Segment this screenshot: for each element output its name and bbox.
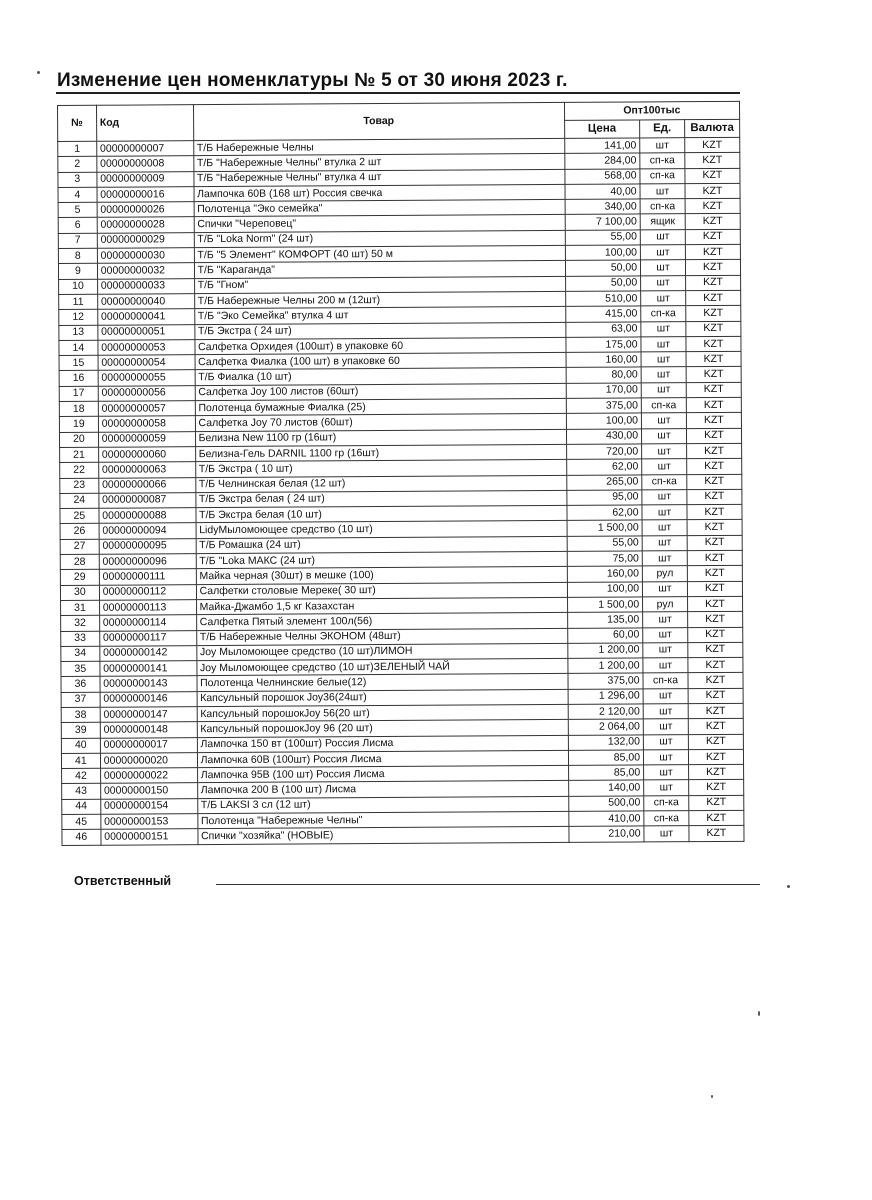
row-product-name: Полотенца "Набережные Челны" [197, 811, 568, 829]
row-number: 1 [58, 141, 97, 157]
row-code: 00000000020 [100, 753, 197, 769]
row-price: 720,00 [566, 444, 642, 460]
row-currency: KZT [688, 642, 743, 658]
row-price: 100,00 [565, 245, 641, 261]
row-price: 55,00 [567, 536, 643, 552]
row-number: 41 [61, 753, 100, 769]
row-price: 1 500,00 [567, 520, 643, 536]
row-product-name: Лампочка 150 вт (100шт) Россия Лисма [197, 735, 568, 753]
row-code: 00000000040 [97, 294, 194, 310]
row-code: 00000000054 [98, 355, 195, 371]
row-code: 00000000151 [101, 829, 198, 845]
row-number: 26 [60, 524, 99, 540]
row-currency: KZT [686, 413, 741, 429]
row-currency: KZT [685, 260, 740, 276]
row-unit: шт [640, 184, 685, 200]
row-product-name: Лампочка 60В (100шт) Россия Лисма [197, 750, 568, 768]
row-product-name: Салфетка Joy 100 листов (60шт) [195, 383, 566, 401]
row-unit: шт [642, 535, 687, 551]
row-product-name: Т/Б "Набережные Челны" втулка 4 шт [193, 169, 564, 187]
row-unit: шт [644, 826, 689, 842]
row-unit: шт [643, 581, 688, 597]
scan-speck [787, 885, 790, 888]
signature-line [216, 884, 760, 885]
row-currency: KZT [688, 627, 743, 643]
row-currency: KZT [688, 719, 743, 735]
row-unit: шт [643, 688, 688, 704]
row-unit: сп-ка [640, 153, 685, 169]
row-product-name: Капсульный порошок Joy36(24шт) [197, 689, 568, 707]
row-product-name: Т/Б Экстра белая ( 24 шт) [195, 490, 566, 508]
row-code: 00000000041 [97, 309, 194, 325]
row-price: 568,00 [565, 169, 641, 185]
row-currency: KZT [686, 321, 741, 337]
row-code: 00000000117 [99, 630, 196, 646]
row-price: 100,00 [567, 582, 643, 598]
row-currency: KZT [687, 459, 742, 475]
row-product-name: Полотенца "Эко семейка" [194, 200, 565, 218]
row-product-name: Joy Мыломоющее средство (10 шт)ЗЕЛЕНЫЙ ЧАЙ [196, 658, 567, 676]
row-unit: шт [642, 444, 687, 460]
row-number: 29 [60, 570, 99, 586]
row-product-name: Т/Б Экстра ( 24 шт) [194, 322, 565, 340]
row-currency: KZT [689, 780, 744, 796]
row-number: 19 [59, 417, 98, 433]
row-price: 1 296,00 [568, 689, 644, 705]
table-row [62, 826, 744, 845]
row-product-name: Салфетка Пятый элемент 100л(56) [196, 613, 567, 631]
row-currency: KZT [685, 199, 740, 215]
row-number: 24 [60, 493, 99, 509]
row-unit: шт [644, 780, 689, 796]
row-currency: KZT [688, 657, 743, 673]
row-currency: KZT [688, 734, 743, 750]
row-unit: шт [642, 551, 687, 567]
row-number: 9 [58, 264, 97, 280]
row-currency: KZT [686, 290, 741, 306]
row-currency: KZT [687, 520, 742, 536]
row-price: 100,00 [566, 413, 642, 429]
row-number: 44 [62, 799, 101, 815]
header-code: Код [96, 105, 193, 142]
row-unit: шт [641, 382, 686, 398]
row-number: 37 [61, 692, 100, 708]
row-code: 00000000057 [98, 401, 195, 417]
row-unit: шт [642, 459, 687, 475]
row-code: 00000000058 [98, 416, 195, 432]
row-price: 2 064,00 [568, 719, 644, 735]
row-unit: шт [641, 413, 686, 429]
row-code: 00000000032 [97, 263, 194, 279]
row-product-name: Салфетки столовые Мереке( 30 шт) [196, 582, 567, 600]
row-code: 00000000096 [99, 554, 196, 570]
row-product-name: Т/Б Ромашка (24 шт) [196, 536, 567, 554]
row-unit: шт [642, 489, 687, 505]
row-number: 32 [61, 615, 100, 631]
row-product-name: Спички "Череповец" [194, 215, 565, 233]
row-product-name: Т/Б "Караганда" [194, 261, 565, 279]
row-code: 00000000056 [98, 385, 195, 401]
row-number: 25 [60, 508, 99, 524]
row-code: 00000000053 [98, 340, 195, 356]
row-code: 00000000026 [97, 202, 194, 218]
row-product-name: Т/Б Экстра белая (10 шт) [196, 506, 567, 524]
row-price: 1 200,00 [568, 658, 644, 674]
row-currency: KZT [688, 749, 743, 765]
row-unit: шт [643, 642, 688, 658]
row-currency: KZT [688, 703, 743, 719]
row-product-name: Полотенца Челнинские белые(12) [197, 674, 568, 692]
row-unit: сп-ка [644, 795, 689, 811]
row-code: 00000000051 [98, 324, 195, 340]
row-currency: KZT [685, 229, 740, 245]
row-unit: шт [641, 321, 686, 337]
row-number: 42 [62, 768, 101, 784]
row-product-name: Т/Б Челнинская белая (12 шт) [195, 475, 566, 493]
row-unit: шт [641, 291, 686, 307]
row-number: 15 [59, 355, 98, 371]
row-price: 135,00 [567, 612, 643, 628]
row-price: 85,00 [568, 750, 644, 766]
row-code: 00000000141 [100, 661, 197, 677]
row-unit: шт [643, 704, 688, 720]
row-number: 5 [58, 202, 97, 218]
row-code: 00000000114 [99, 615, 196, 631]
row-number: 36 [61, 677, 100, 693]
row-code: 00000000153 [101, 814, 198, 830]
row-number: 33 [61, 631, 100, 647]
row-currency: KZT [685, 168, 740, 184]
row-code: 00000000154 [100, 798, 197, 814]
row-code: 00000000029 [97, 232, 194, 248]
row-number: 21 [60, 447, 99, 463]
row-currency: KZT [685, 137, 740, 153]
row-number: 30 [60, 585, 99, 601]
row-currency: KZT [685, 214, 740, 230]
row-price: 60,00 [567, 627, 643, 643]
row-price: 62,00 [566, 459, 642, 475]
row-unit: ящик [640, 214, 685, 230]
row-price: 140,00 [568, 780, 644, 796]
row-currency: KZT [689, 826, 744, 842]
row-price: 80,00 [566, 367, 642, 383]
row-code: 00000000112 [99, 584, 196, 600]
row-currency: KZT [687, 474, 742, 490]
row-code: 00000000087 [99, 492, 196, 508]
row-product-name: Т/Б "5 Элемент" КОМФОРТ (40 шт) 50 м [194, 245, 565, 263]
row-number: 46 [62, 830, 101, 846]
row-currency: KZT [685, 183, 740, 199]
row-code: 00000000066 [99, 477, 196, 493]
row-number: 35 [61, 661, 100, 677]
row-currency: KZT [686, 382, 741, 398]
row-code: 00000000059 [98, 431, 195, 447]
row-number: 40 [61, 738, 100, 754]
row-product-name: Капсульный порошокJoy 56(20 шт) [197, 704, 568, 722]
row-unit: шт [641, 275, 686, 291]
row-currency: KZT [687, 535, 742, 551]
row-product-name: Салфетка Орхидея (100шт) в упаковке 60 [195, 337, 566, 355]
row-product-name: Лампочка 60В (168 шт) Россия свечка [194, 184, 565, 202]
row-number: 39 [61, 723, 100, 739]
row-product-name: Лампочка 200 В (100 шт) Лисма [197, 781, 568, 799]
row-unit: сп-ка [641, 306, 686, 322]
row-number: 13 [59, 325, 98, 341]
row-code: 00000000028 [97, 217, 194, 233]
row-price: 210,00 [569, 826, 645, 842]
row-code: 00000000142 [100, 645, 197, 661]
row-price: 415,00 [565, 306, 641, 322]
row-product-name: Т/Б Набережные Челны ЭКОНОМ (48шт) [196, 628, 567, 646]
row-price: 160,00 [567, 566, 643, 582]
row-price: 62,00 [567, 505, 643, 521]
row-unit: шт [643, 734, 688, 750]
row-unit: шт [644, 750, 689, 766]
row-currency: KZT [686, 367, 741, 383]
row-price: 63,00 [565, 321, 641, 337]
row-unit: сп-ка [642, 474, 687, 490]
row-product-name: Салфетка Фиалка (100 шт) в упаковке 60 [195, 353, 566, 371]
row-product-name: Т/Б "Набережные Челны" втулка 2 шт [193, 154, 564, 172]
row-number: 43 [62, 784, 101, 800]
row-price: 1 200,00 [567, 643, 643, 659]
row-unit: сп-ка [643, 673, 688, 689]
header-num: № [58, 105, 97, 141]
row-product-name: Майка-Джамбо 1,5 кг Казахстан [196, 597, 567, 615]
row-number: 38 [61, 707, 100, 723]
row-unit: сп-ка [641, 398, 686, 414]
row-price: 132,00 [568, 735, 644, 751]
row-product-name: Лампочка 95В (100 шт) Россия Лисма [197, 766, 568, 784]
row-price: 50,00 [565, 260, 641, 276]
row-currency: KZT [687, 581, 742, 597]
row-currency: KZT [687, 596, 742, 612]
row-unit: шт [641, 352, 686, 368]
header-price: Цена [564, 120, 640, 138]
price-table-container [57, 101, 745, 846]
row-code: 00000000007 [96, 141, 193, 157]
header-price-group: Опт100тыс [564, 101, 739, 120]
row-number: 16 [59, 371, 98, 387]
row-number: 17 [59, 386, 98, 402]
row-price: 1 500,00 [567, 597, 643, 613]
row-code: 00000000150 [100, 783, 197, 799]
row-product-name: Т/Б "Loka Norm" (24 шт) [194, 230, 565, 248]
row-currency: KZT [687, 489, 742, 505]
row-unit: шт [642, 520, 687, 536]
row-price: 430,00 [566, 429, 642, 445]
row-product-name: Майка черная (30шт) в мешке (100) [196, 567, 567, 585]
row-product-name: Т/Б Экстра ( 10 шт) [195, 460, 566, 478]
row-number: 12 [59, 310, 98, 326]
row-unit: шт [643, 612, 688, 628]
row-unit: шт [643, 627, 688, 643]
row-currency: KZT [687, 443, 742, 459]
row-unit: шт [644, 765, 689, 781]
row-number: 23 [60, 478, 99, 494]
row-unit: рул [642, 566, 687, 582]
row-product-name: Т/Б Фиалка (10 шт) [195, 368, 566, 386]
row-code: 00000000146 [100, 691, 197, 707]
row-number: 31 [61, 600, 100, 616]
row-price: 375,00 [568, 673, 644, 689]
row-price: 175,00 [566, 337, 642, 353]
row-price: 2 120,00 [568, 704, 644, 720]
row-code: 00000000095 [99, 538, 196, 554]
row-code: 00000000094 [99, 523, 196, 539]
row-code: 00000000016 [97, 187, 194, 203]
row-product-name: Т/Б LAKSI 3 сл (12 шт) [197, 796, 568, 814]
row-number: 3 [58, 172, 97, 188]
responsible-label: Ответственный [74, 874, 172, 888]
row-code: 00000000017 [100, 737, 197, 753]
row-currency: KZT [688, 764, 743, 780]
row-currency: KZT [686, 428, 741, 444]
row-price: 500,00 [568, 796, 644, 812]
row-product-name: Joy Мыломоющее средство (10 шт)ЛИМОН [196, 643, 567, 661]
row-number: 6 [58, 218, 97, 234]
row-currency: KZT [688, 612, 743, 628]
row-currency: KZT [686, 306, 741, 322]
row-unit: шт [642, 505, 687, 521]
row-code: 00000000030 [97, 248, 194, 264]
row-currency: KZT [685, 153, 740, 169]
row-number: 10 [59, 279, 98, 295]
row-currency: KZT [689, 810, 744, 826]
row-price: 85,00 [568, 765, 644, 781]
row-currency: KZT [686, 397, 741, 413]
row-number: 18 [59, 401, 98, 417]
row-currency: KZT [686, 336, 741, 352]
row-number: 27 [60, 539, 99, 555]
page-title: Изменение цен номенклатуры № 5 от 30 июня 2023 г. [57, 70, 568, 91]
row-price: 265,00 [566, 474, 642, 490]
scan-speck [758, 1011, 760, 1016]
row-product-name: LidyМыломоющее средство (10 шт) [196, 521, 567, 539]
row-code: 00000000147 [100, 707, 197, 723]
row-product-name: Т/Б "Эко Семейка" втулка 4 шт [194, 307, 565, 325]
row-product-name: Полотенца бумажные Фиалка (25) [195, 398, 566, 416]
header-product: Товар [193, 102, 564, 140]
row-price: 40,00 [565, 184, 641, 200]
row-unit: шт [640, 138, 685, 154]
row-price: 55,00 [565, 230, 641, 246]
row-number: 22 [60, 462, 99, 478]
row-currency: KZT [686, 351, 741, 367]
row-price: 410,00 [568, 811, 644, 827]
row-code: 00000000033 [97, 278, 194, 294]
row-unit: сп-ка [640, 199, 685, 215]
row-number: 20 [59, 432, 98, 448]
row-number: 7 [58, 233, 97, 249]
row-price: 95,00 [567, 490, 643, 506]
row-code: 00000000111 [99, 569, 196, 585]
table-body [58, 137, 744, 845]
row-currency: KZT [687, 504, 742, 520]
scan-speck [37, 71, 40, 74]
row-currency: KZT [685, 275, 740, 291]
header-unit: Ед. [640, 120, 685, 138]
scan-speck [711, 1095, 713, 1098]
row-unit: сп-ка [644, 811, 689, 827]
row-unit: шт [641, 337, 686, 353]
row-code: 00000000143 [100, 676, 197, 692]
row-unit: шт [641, 260, 686, 276]
row-product-name: Т/Б "Loka МАКС (24 шт) [196, 551, 567, 569]
title-underline [56, 92, 740, 94]
row-price: 340,00 [565, 199, 641, 215]
row-number: 45 [62, 814, 101, 830]
row-currency: KZT [689, 795, 744, 811]
row-price: 375,00 [566, 398, 642, 414]
row-product-name: Салфетка Joy 70 листов (60шт) [195, 414, 566, 432]
row-number: 4 [58, 187, 97, 203]
row-price: 160,00 [566, 352, 642, 368]
row-unit: шт [641, 367, 686, 383]
row-unit: шт [643, 658, 688, 674]
row-price: 141,00 [564, 138, 640, 154]
row-price: 50,00 [565, 276, 641, 292]
row-currency: KZT [687, 566, 742, 582]
row-number: 8 [58, 248, 97, 264]
row-price: 510,00 [565, 291, 641, 307]
header-currency: Валюта [685, 119, 740, 137]
row-code: 00000000060 [98, 447, 195, 463]
row-product-name: Т/Б Набережные Челны 200 м (12шт) [194, 291, 565, 309]
row-code: 00000000008 [97, 156, 194, 172]
row-product-name: Т/Б "Гном" [194, 276, 565, 294]
row-number: 14 [59, 340, 98, 356]
row-unit: шт [642, 428, 687, 444]
row-currency: KZT [685, 244, 740, 260]
row-currency: KZT [688, 673, 743, 689]
row-currency: KZT [687, 550, 742, 566]
row-product-name: Капсульный порошокJoy 96 (20 шт) [197, 720, 568, 738]
row-unit: сп-ка [640, 168, 685, 184]
row-price: 170,00 [566, 383, 642, 399]
row-code: 00000000148 [100, 722, 197, 738]
price-table [57, 101, 745, 846]
row-code: 00000000055 [98, 370, 195, 386]
row-product-name: Белизна-Гель DARNIL 1100 гр (16шт) [195, 444, 566, 462]
row-code: 00000000088 [99, 508, 196, 524]
row-price: 7 100,00 [565, 214, 641, 230]
row-product-name: Спички "хозяйка" (НОВЫЕ) [198, 827, 569, 845]
row-code: 00000000113 [99, 600, 196, 616]
row-product-name: Белизна New 1100 гр (16шт) [195, 429, 566, 447]
row-code: 00000000009 [97, 171, 194, 187]
row-price: 284,00 [564, 153, 640, 169]
row-unit: шт [643, 719, 688, 735]
row-price: 75,00 [567, 551, 643, 567]
row-unit: шт [640, 245, 685, 261]
row-number: 34 [61, 646, 100, 662]
row-unit: шт [640, 229, 685, 245]
row-number: 11 [59, 294, 98, 310]
row-number: 2 [58, 157, 97, 173]
row-code: 00000000022 [100, 768, 197, 784]
row-product-name: Т/Б Набережные Челны [193, 138, 564, 156]
row-code: 00000000063 [98, 462, 195, 478]
row-number: 28 [60, 554, 99, 570]
row-unit: рул [643, 597, 688, 613]
row-currency: KZT [688, 688, 743, 704]
